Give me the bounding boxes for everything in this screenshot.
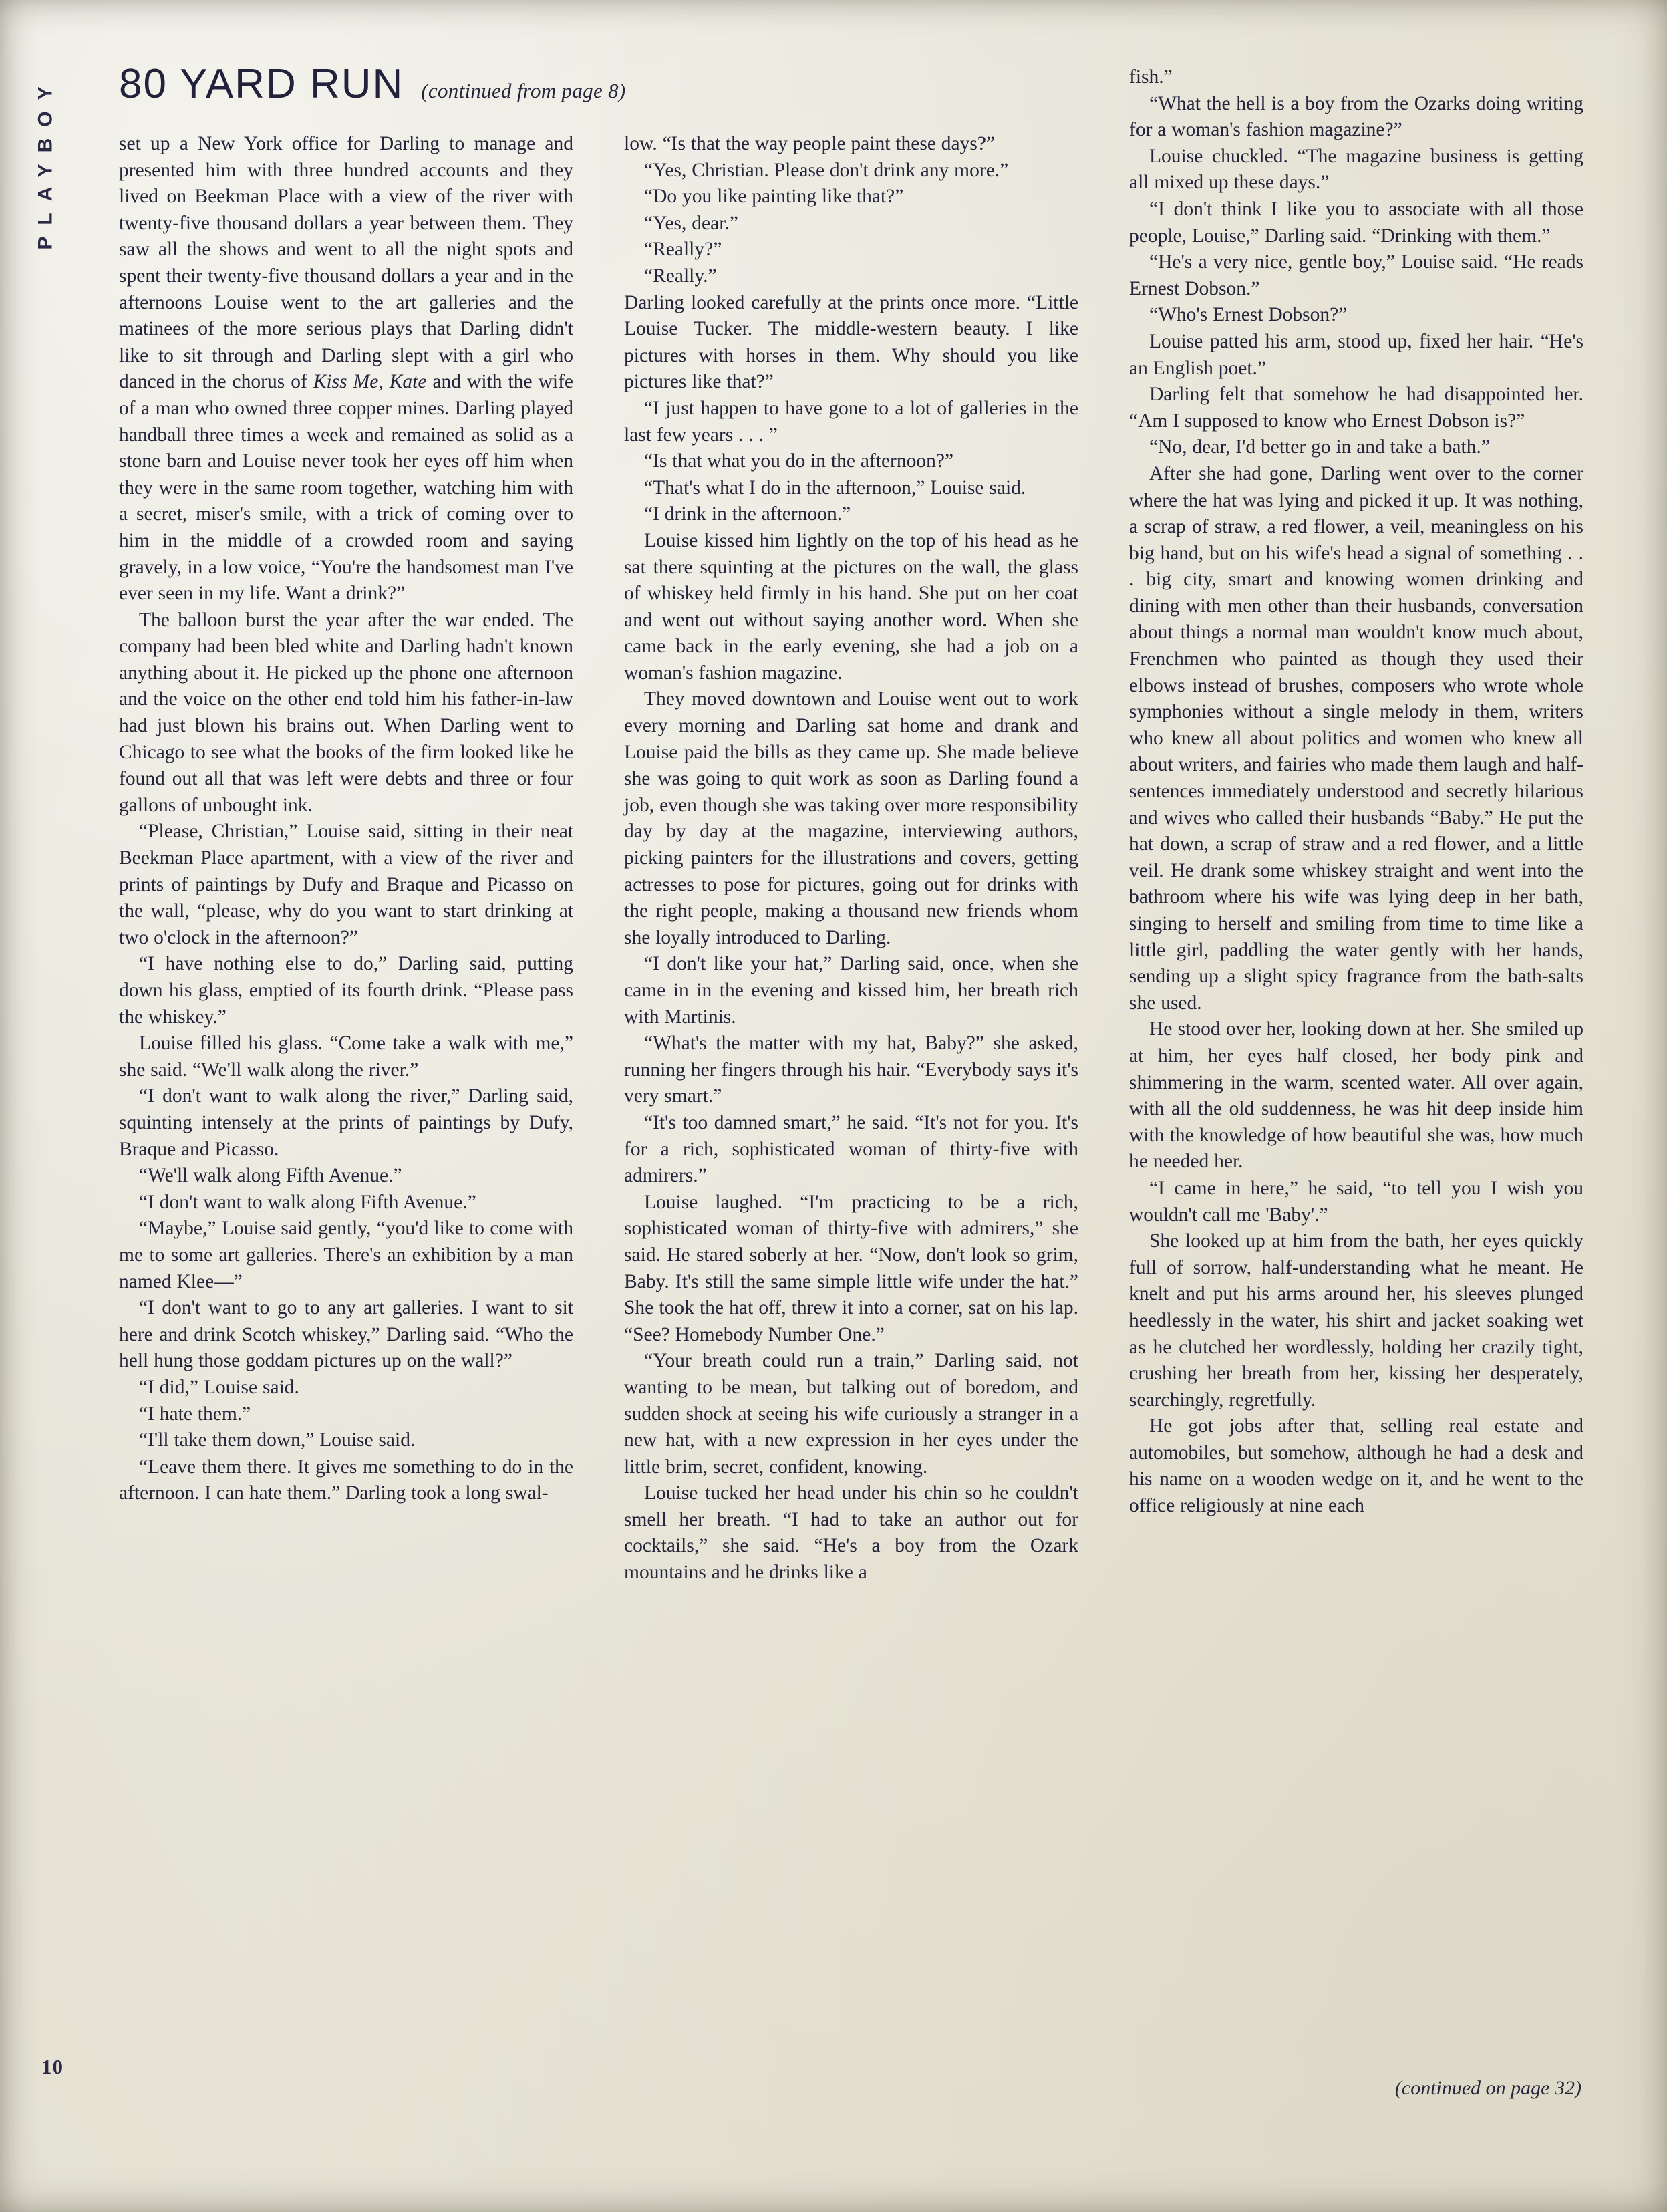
body-paragraph: Darling felt that somehow he had disappointed her. “Am I supposed to know who Ernest Dobson is?” xyxy=(1129,384,1583,432)
body-paragraph: “Your breath could run a train,” Darling said, not wanting to be mean, but talking out of boredom, and sudden shock at seeing his wife curiously a stranger in a new hat, with a new expression in her eyes under the little brim, secret, confident, knowing. xyxy=(624,1350,1078,1478)
body-paragraph: “I just happen to have gone to a lot of galleries in the last few years . . . ” xyxy=(624,397,1078,446)
body-paragraph: She looked up at him from the bath, her eyes quickly full of sorrow, half-understanding what he meant. He knelt and put his arms around her, his sleeves plunged heedlessly in the water, his shirt and jacket soaking wet as he clutched her wordlessly, holding her crazily tight, crushing her breath from her, kissing her desperately, searchingly, regretfully. xyxy=(1129,1230,1583,1411)
playboy-masthead xyxy=(23,64,69,291)
body-paragraph: “Really.” xyxy=(644,265,717,287)
body-paragraph: Louise laughed. “I'm practicing to be a rich, sophisticated woman of thirty-five with admirers,” she said. He stared soberly at her. “Now, don't look so grim, Baby. It's still the same simple little wife under the hat.” She took the hat off, threw it into a corner, sat on his lap. “See? Homebody Number One.” xyxy=(624,1191,1078,1345)
body-paragraph: “I don't want to go to any art galleries. I want to sit here and drink Scotch whiskey,” Darling said. “Who the hell hung those goddam pictures up on the wall?” xyxy=(119,1297,573,1372)
body-paragraph: Louise filled his glass. “Come take a walk with me,” she said. “We'll walk along the river.” xyxy=(119,1032,573,1081)
article-headline-row xyxy=(119,63,787,105)
body-paragraph: After she had gone, Darling went over to the corner where the hat was lying and picked it up. It was nothing, a scrap of straw, a red flower, a veil, meaningless on his big hand, but on his wife's head a signal of something . . . big city, smart and knowing women drinking and dining with men other than their husbands, conversation about things a normal man wouldn't know much about, Frenchmen who painted as though they used their elbows instead of brushes, composers who wrote whole symphonies without a single melody in them, writers who knew all about politics and women who knew all about writers, and fairies who made them laugh and half-sentences immediately understood and secretly hilarious and wives who called their husbands “Baby.” He put the hat down, a scrap of straw and a red flower, and a little veil. He drank some whiskey straight and went into the bathroom where his wife was lying deep in her bath, singing to herself and smiling from time to time like a little girl, paddling the water gently with her hands, sending up a slight spicy fragrance from the bath-salts she used. xyxy=(1129,462,1583,1014)
body-paragraph: Darling looked carefully at the prints once more. “Little Louise Tucker. The middle-western beauty. I like pictures with horses in them. Why should you like pictures like that?” xyxy=(624,291,1078,393)
continued-on-note: (continued on page 32) xyxy=(1394,2077,1581,2099)
body-paragraph: “He's a very nice, gentle boy,” Louise said. “He reads Ernest Dobson.” xyxy=(1129,251,1583,299)
body-paragraph: Louise tucked her head under his chin so he couldn't smell her breath. “I had to take an author out for cocktails,” she said. “He's a boy from the Ozark mountains and he drinks like a xyxy=(624,1482,1078,1584)
body-paragraph: Louise kissed him lightly on the top of his head as he sat there squinting at the pictures on the wall, the glass of whiskey held firmly in his hand. She put on her coat and went out without saying another word. When she came back in the early evening, she had a job on a woman's fashion magazine. xyxy=(624,529,1078,684)
body-paragraph: “I did,” Louise said. xyxy=(139,1376,299,1398)
body-paragraph: “That's what I do in the afternoon,” Louise said. xyxy=(644,476,1026,499)
body-paragraph: “Do you like painting like that?” xyxy=(644,186,904,208)
body-paragraph: “I don't want to walk along Fifth Avenue.” xyxy=(139,1191,476,1213)
body-paragraph: “Maybe,” Louise said gently, “you'd like to come with me to some art galleries. There's an exhibition by a man named Klee—” xyxy=(119,1218,573,1292)
body-paragraph: “I came in here,” he said, “to tell you I wish you wouldn't call me 'Baby'.” xyxy=(1129,1177,1583,1226)
continued-from-note: (continued from page 8) xyxy=(421,79,626,102)
text-column-2 xyxy=(624,131,1078,1586)
body-paragraph: “I'll take them down,” Louise said. xyxy=(139,1429,416,1451)
body-paragraph: “I don't think I like you to associate with all those people, Louise,” Darling said. “Drinking with them.” xyxy=(1129,198,1583,247)
body-paragraph: “I don't like your hat,” Darling said, once, when she came in in the evening and kissed him, her breath rich with Martinis. xyxy=(624,953,1078,1028)
body-paragraph: Louise chuckled. “The magazine business is getting all mixed up these days.” xyxy=(1129,145,1583,194)
text-column-3 xyxy=(1129,64,1583,1586)
body-paragraph: “Is that what you do in the afternoon?” xyxy=(644,450,954,472)
body-paragraph: “Who's Ernest Dobson?” xyxy=(1149,304,1348,326)
body-paragraph: “What the hell is a boy from the Ozarks doing writing for a woman's fashion magazine?” xyxy=(1129,92,1583,141)
body-paragraph: “What's the matter with my hat, Baby?” she asked, running her fingers through his hair. “Everybody says it's very smart.” xyxy=(624,1032,1078,1107)
body-paragraph: “Yes, Christian. Please don't drink any more.” xyxy=(644,159,1009,181)
body-paragraph: “I hate them.” xyxy=(139,1403,251,1425)
body-paragraph: He got jobs after that, selling real estate and automobiles, but somehow, although he had a desk and his name on a wooden wedge on it, and he went to the office religiously at nine each xyxy=(1129,1415,1583,1517)
body-paragraph: They moved downtown and Louise went out to work every morning and Darling sat home and drank and Louise paid the bills as they came up. She made believe she was going to quit work as soon as Darling found a job, even though she was taking over more responsibility day by day at the magazine, interviewing authors, picking painters for the illustrations and covers, getting actresses to pose for pictures, going out for drinks with the right people, making a thousand new friends whom she loyally introduced to Darling. xyxy=(624,688,1078,948)
body-paragraph: set up a New York office for Darling to manage and presented him with three hundred accounts and they lived on Beekman Place with a view of the river with twenty-five thousand dollars a year between them. They saw all the shows and went to all the night spots and spent their twenty-five thousand dollars a year and in the afternoons Louise went to the art galleries and the matinees of the more serious plays that Darling didn't like to sit through and Darling slept with a girl who danced in the chorus of Kiss Me, Kate and with the wife of a man who owned three copper mines. Darling played handball three times a week and remained as solid as a stone barn and Louise never took her eyes off him when they were in the same room together, watching him with a secret, miser's smile, with a trick of coming over to him in the middle of a crowded room and saying gravely, in a low voice, “You're the handsomest man I've ever seen in my life. Want a drink?” xyxy=(119,133,573,605)
body-paragraph: “I don't want to walk along the river,” Darling said, squinting intensely at the prints of paintings by Dufy, Braque and Picasso. xyxy=(119,1085,573,1160)
body-paragraph: “Really?” xyxy=(644,239,722,261)
body-paragraph: “No, dear, I'd better go in and take a bath.” xyxy=(1149,436,1490,458)
body-paragraph: “We'll walk along Fifth Avenue.” xyxy=(139,1165,402,1187)
body-paragraph: low. “Is that the way people paint these days?” xyxy=(624,133,996,154)
body-paragraph: “I drink in the afternoon.” xyxy=(644,503,851,525)
masthead-label: PLAYBOY xyxy=(35,75,57,250)
body-paragraph: “Yes, dear.” xyxy=(644,212,738,234)
text-column-1 xyxy=(119,131,573,1586)
body-paragraph: Louise patted his arm, stood up, fixed her hair. “He's an English poet.” xyxy=(1129,330,1583,379)
article-title: 80 YARD RUN xyxy=(119,61,404,107)
page-number: 10 xyxy=(41,2055,63,2078)
body-paragraph: “I have nothing else to do,” Darling said, putting down his glass, emptied of its fourth drink. “Please pass the whiskey.” xyxy=(119,953,573,1028)
body-paragraph: He stood over her, looking down at her. She smiled up at him, her eyes half closed, her body pink and shimmering in the warm, scented water. All over again, with all the old suddenness, he was hit deep inside him with the knowledge of how beautiful she was, how much he needed her. xyxy=(1129,1018,1583,1173)
body-paragraph: “It's too damned smart,” he said. “It's not for you. It's for a rich, sophisticated woman of thirty-five with admirers.” xyxy=(624,1111,1078,1187)
body-paragraph: “Please, Christian,” Louise said, sitting in their neat Beekman Place apartment, with a view of the river and prints of paintings by Dufy and Braque and Picasso on the wall, “please, why do you want to start drinking at two o'clock in the afternoon?” xyxy=(119,821,573,948)
body-paragraph: The balloon burst the year after the war ended. The company had been bled white and Darling hadn't known anything about it. He picked up the phone one afternoon and the voice on the other end told him his father-in-law had just blown his brains out. When Darling went to Chicago to see what the books of the firm looked like he found out all that was left were debts and three or four gallons of unbought ink. xyxy=(119,609,573,816)
body-paragraph: “Leave them there. It gives me something to do in the afternoon. I can hate them.” Darling took a long swal- xyxy=(119,1456,573,1504)
body-paragraph: fish.” xyxy=(1129,66,1173,88)
